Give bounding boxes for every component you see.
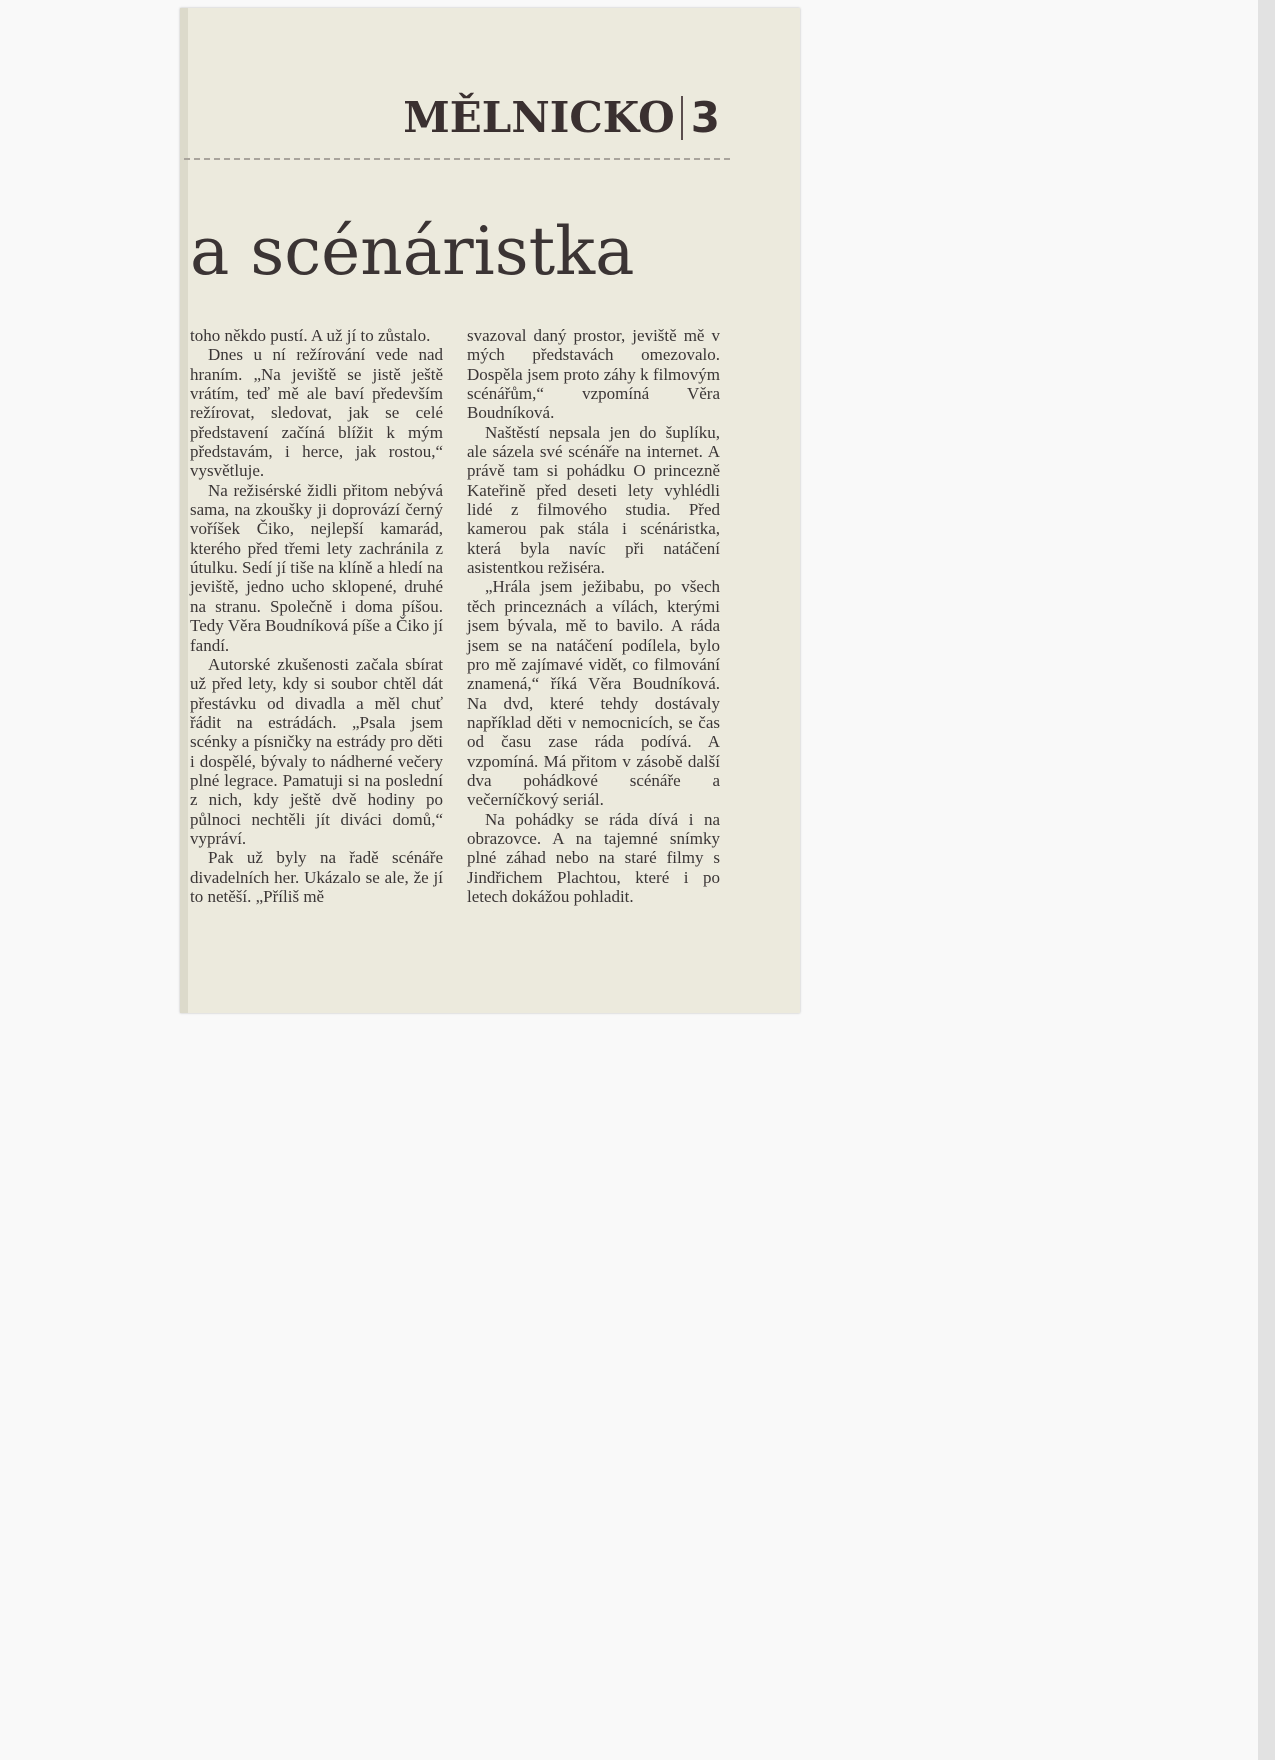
article-body bbox=[190, 326, 720, 906]
section-name: MĚLNICKO bbox=[403, 93, 675, 142]
article-paragraph: svazoval daný prostor, jeviště mě v mých představách omezovalo. Dospěla jsem proto záhy k filmovým scénářům,“ vzpomíná Věra Boudníková. bbox=[467, 326, 720, 423]
article-paragraph: Dnes u ní režírování vede nad hraním. „Na jeviště se jistě ještě vrátím, teď mě ale baví především režírovat, sledovat, jak se celé představení začíná blížit k mým představám, i herce, jak rostou,“ vysvětluje. bbox=[190, 345, 443, 481]
article-paragraph: Pak už byly na řadě scénáře divadelních her. Ukázalo se ale, že jí to netěší. „Příliš mě bbox=[190, 848, 443, 906]
article-column-left bbox=[190, 326, 443, 906]
article-paragraph: „Hrála jsem ježibabu, po všech těch princeznách a vílách, kterými jsem bývala, mě to bavilo. A ráda jsem se na natáčení podílela, bylo pro mě zajímavé vidět, co filmování znamená,“ říká Věra Boudníková. Na dvd, které tehdy dostávaly například děti v nemocnicích, se čas od času zase ráda podívá. A vzpomíná. Má přitom v zásobě další dva pohádkové scénáře a večerníčkový seriál. bbox=[467, 577, 720, 810]
masthead-divider bbox=[681, 96, 683, 140]
newspaper-clipping bbox=[180, 8, 800, 1013]
article-column-right bbox=[467, 326, 720, 906]
section-masthead bbox=[403, 93, 720, 142]
article-paragraph: Na režisérské židli přitom nebývá sama, na zkoušky ji doprovází černý voříšek Čiko, nejlepší kamarád, kterého před třemi lety zachránila z útulku. Sedí jí tiše na klíně a hledí na jeviště, jedno ucho sklopené, druhé na stranu. Společně i doma píšou. Tedy Věra Boudníková píše a Čiko jí fandí. bbox=[190, 480, 443, 655]
article-headline: a scénáristka bbox=[190, 213, 635, 290]
article-paragraph: Autorské zkušenosti začala sbírat už před lety, kdy si soubor chtěl dát přestávku od divadla a měl chuť řádit na estrádách. „Psala jsem scénky a písničky na estrády pro děti i dospělé, bývaly to nádherné večery plné legrace. Pamatuji si na poslední z nich, kdy ještě dvě hodiny po půlnoci nechtěli jít diváci domů,“ vypráví. bbox=[190, 654, 443, 848]
article-paragraph: Na pohádky se ráda dívá i na obrazovce. A na tajemné snímky plné záhad nebo na staré filmy s Jindřichem Plachtou, které i po letech dokážou pohladit. bbox=[467, 809, 720, 906]
dashed-rule bbox=[184, 158, 730, 160]
page-number: 3 bbox=[690, 93, 720, 142]
article-paragraph: toho někdo pustí. A už jí to zůstalo. bbox=[190, 326, 431, 345]
article-paragraph: Naštěstí nepsala jen do šuplíku, ale sázela své scénáře na internet. A právě tam si pohádku O princezně Kateřině před deseti lety vyhlédli lidé z filmového studia. Před kamerou pak stála i scénáristka, která byla navíc při natáčení asistentkou režiséra. bbox=[467, 422, 720, 578]
scanner-edge bbox=[1258, 0, 1275, 1760]
